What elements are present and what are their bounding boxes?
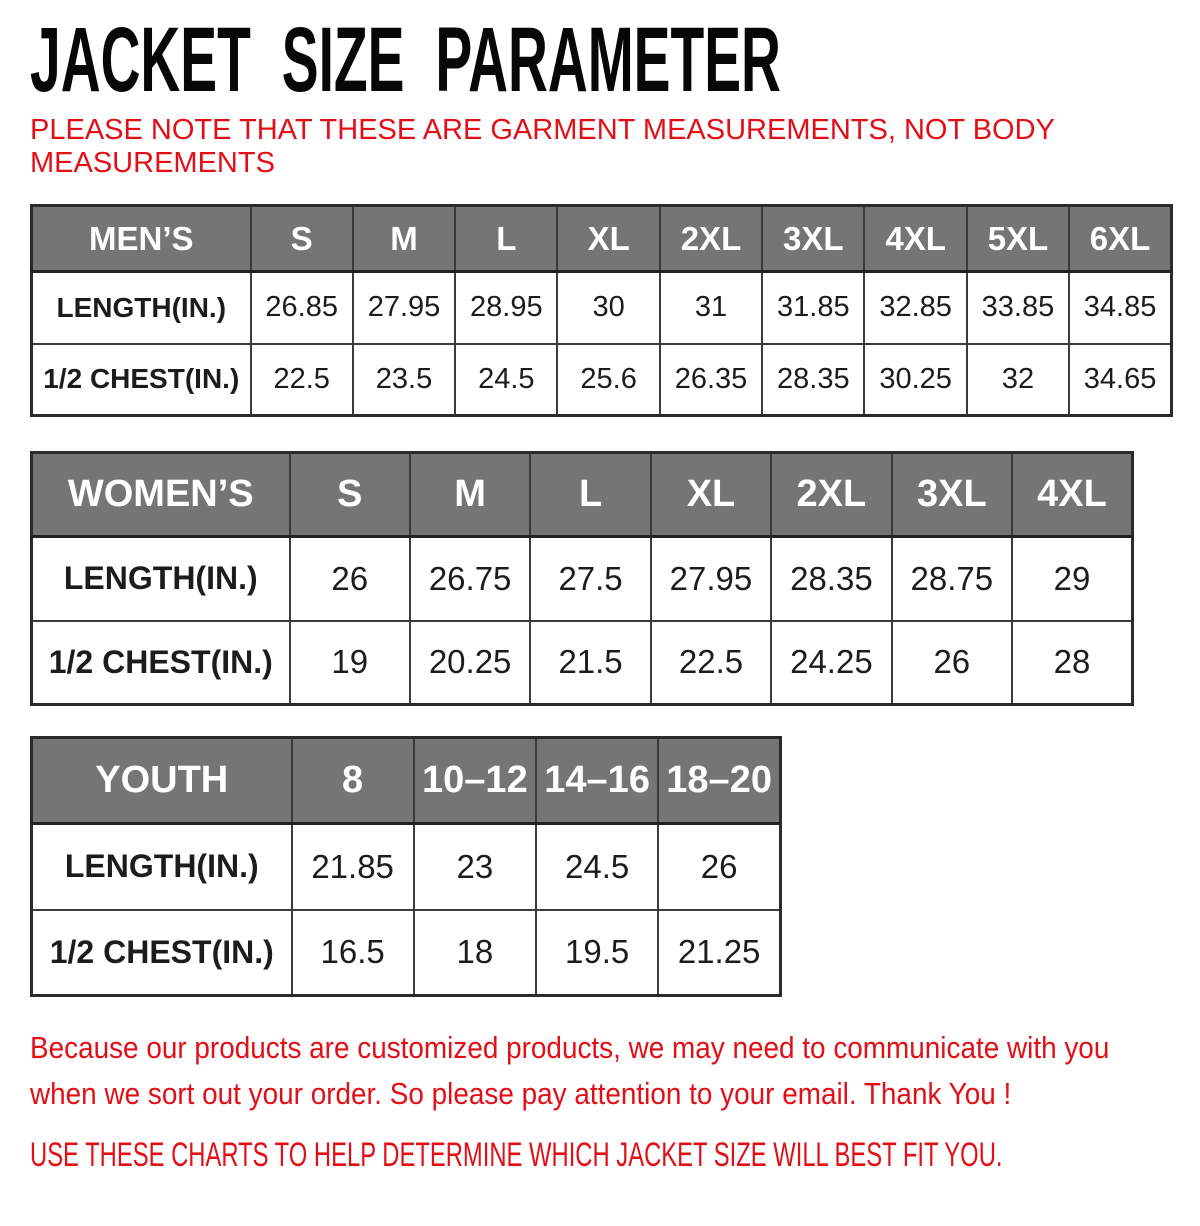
size-header-cell: 5XL: [967, 206, 1069, 272]
size-header-cell: 4XL: [1012, 453, 1132, 537]
measurement-value-cell: 28: [1012, 621, 1132, 705]
measurement-value-cell: 26.85: [251, 272, 353, 344]
header-row: [32, 453, 1133, 537]
note-line-1: PLEASE NOTE THAT THESE ARE GARMENT MEASUREMENTS, NOT BODY: [30, 114, 1055, 146]
measurement-value-cell: 30.25: [864, 344, 966, 416]
size-header-cell: L: [530, 453, 650, 537]
measurement-value-cell: 34.85: [1069, 272, 1171, 344]
notice-line-2: when we sort out your order. So please pay attention to your email. Thank You !: [30, 1076, 1012, 1111]
table-title-cell: WOMEN’S: [32, 453, 290, 537]
table-title-cell: MEN’S: [32, 206, 251, 272]
size-header-cell: 14–16: [536, 738, 658, 824]
measurement-value-cell: 26: [892, 621, 1012, 705]
measurement-value-cell: 16.5: [292, 910, 414, 996]
measurement-value-cell: 26: [658, 824, 780, 910]
size-header-cell: 4XL: [864, 206, 966, 272]
row-label-cell: LENGTH(IN.): [32, 272, 251, 344]
table-row: [32, 537, 1133, 621]
chart-usage-note-text: USE THESE CHARTS TO HELP DETERMINE WHICH JACKET SIZE WILL BEST FIT YOU.: [30, 1136, 1003, 1174]
row-label-cell: 1/2 CHEST(IN.): [32, 344, 251, 416]
jacket-size-chart-page: [0, 9, 1200, 1175]
measurement-value-cell: 28.75: [892, 537, 1012, 621]
size-header-cell: 10–12: [414, 738, 536, 824]
measurement-value-cell: 26.75: [410, 537, 530, 621]
measurement-value-cell: 18: [414, 910, 536, 996]
table-row: [32, 621, 1133, 705]
size-header-cell: L: [455, 206, 557, 272]
measurement-value-cell: 20.25: [410, 621, 530, 705]
measurement-value-cell: 30: [557, 272, 659, 344]
size-header-cell: 8: [292, 738, 414, 824]
table-row: [32, 344, 1172, 416]
youth-size-table: [30, 736, 782, 997]
size-header-cell: XL: [651, 453, 771, 537]
row-label-cell: LENGTH(IN.): [32, 824, 292, 910]
measurement-value-cell: 25.6: [557, 344, 659, 416]
size-header-cell: S: [290, 453, 410, 537]
row-label-cell: 1/2 CHEST(IN.): [32, 910, 292, 996]
size-header-cell: 2XL: [660, 206, 762, 272]
size-header-cell: 3XL: [762, 206, 864, 272]
measurement-value-cell: 27.5: [530, 537, 650, 621]
measurement-value-cell: 26: [290, 537, 410, 621]
measurement-value-cell: 31: [660, 272, 762, 344]
size-header-cell: 18–20: [658, 738, 780, 824]
measurement-value-cell: 34.65: [1069, 344, 1171, 416]
measurement-value-cell: 21.25: [658, 910, 780, 996]
row-label-cell: 1/2 CHEST(IN.): [32, 621, 290, 705]
size-header-cell: S: [251, 206, 353, 272]
size-header-cell: M: [353, 206, 455, 272]
table-row: [32, 272, 1172, 344]
measurement-value-cell: 27.95: [353, 272, 455, 344]
table-row: [32, 910, 781, 996]
row-label-cell: LENGTH(IN.): [32, 537, 290, 621]
mens-size-table: [30, 204, 1173, 417]
measurement-value-cell: 26.35: [660, 344, 762, 416]
womens-size-table: [30, 451, 1134, 706]
measurement-value-cell: 19.5: [536, 910, 658, 996]
measurement-value-cell: 24.5: [536, 824, 658, 910]
measurement-value-cell: 32: [967, 344, 1069, 416]
size-header-cell: 6XL: [1069, 206, 1171, 272]
measurement-value-cell: 21.5: [530, 621, 650, 705]
measurement-value-cell: 28.95: [455, 272, 557, 344]
measurement-value-cell: 28.35: [771, 537, 891, 621]
customization-notice: [30, 1025, 1200, 1117]
size-header-cell: XL: [557, 206, 659, 272]
measurement-value-cell: 24.25: [771, 621, 891, 705]
size-header-cell: 2XL: [771, 453, 891, 537]
note-line-2: MEASUREMENTS: [30, 147, 275, 179]
page-title: JACKET SIZE PARAMETER: [30, 9, 781, 111]
measurement-value-cell: 28.35: [762, 344, 864, 416]
measurement-value-cell: 23.5: [353, 344, 455, 416]
measurement-value-cell: 22.5: [251, 344, 353, 416]
measurement-value-cell: 32.85: [864, 272, 966, 344]
size-header-cell: M: [410, 453, 530, 537]
garment-measurement-note: [30, 114, 1200, 180]
chart-usage-note: [30, 1135, 1200, 1175]
measurement-value-cell: 19: [290, 621, 410, 705]
measurement-value-cell: 33.85: [967, 272, 1069, 344]
measurement-value-cell: 21.85: [292, 824, 414, 910]
table-title-cell: YOUTH: [32, 738, 292, 824]
measurement-value-cell: 24.5: [455, 344, 557, 416]
measurement-value-cell: 29: [1012, 537, 1132, 621]
measurement-value-cell: 22.5: [651, 621, 771, 705]
header-row: [32, 206, 1172, 272]
notice-line-1: Because our products are customized products, we may need to communicate with you: [30, 1030, 1110, 1065]
header-row: [32, 738, 781, 824]
size-header-cell: 3XL: [892, 453, 1012, 537]
measurement-value-cell: 23: [414, 824, 536, 910]
measurement-value-cell: 31.85: [762, 272, 864, 344]
measurement-value-cell: 27.95: [651, 537, 771, 621]
table-row: [32, 824, 781, 910]
